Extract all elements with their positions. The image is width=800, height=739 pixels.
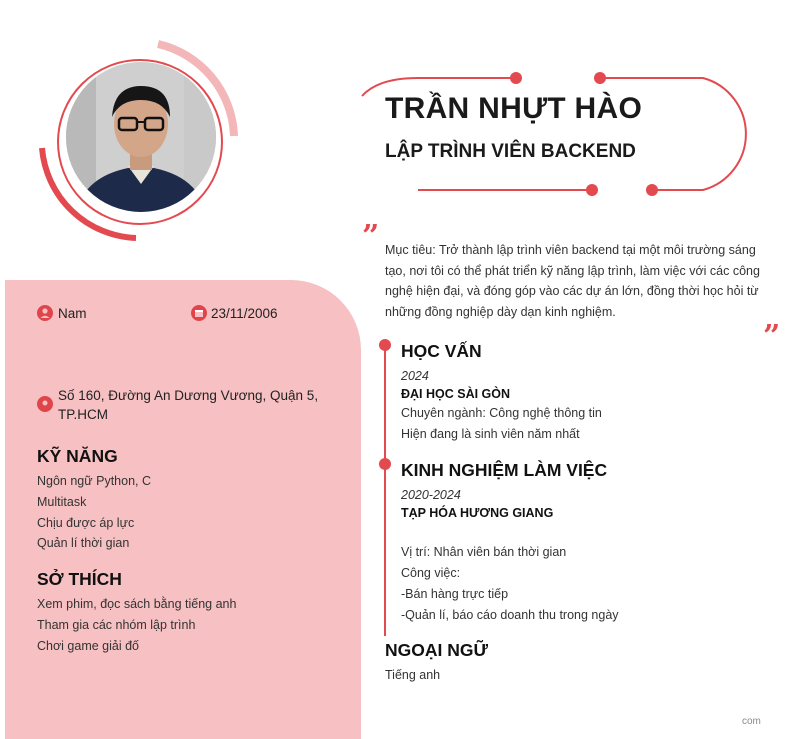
hobby-item: Xem phim, đọc sách bằng tiếng anh bbox=[37, 597, 237, 611]
footer-fragment: com bbox=[742, 716, 761, 727]
education-school: ĐẠI HỌC SÀI GÒN bbox=[401, 387, 511, 401]
experience-period: 2020-2024 bbox=[401, 488, 461, 502]
header-frame bbox=[358, 66, 768, 202]
timeline-line bbox=[384, 342, 386, 636]
timeline-dot bbox=[379, 339, 391, 351]
gender-row bbox=[37, 305, 87, 321]
languages-title: NGOẠI NGỮ bbox=[385, 640, 488, 660]
experience-title: KINH NGHIỆM LÀM VIỆC bbox=[401, 460, 608, 480]
avatar bbox=[66, 62, 216, 212]
birthdate-value: 23/11/2006 bbox=[211, 305, 278, 321]
location-pin-icon bbox=[37, 396, 53, 412]
education-year: 2024 bbox=[401, 369, 429, 383]
full-name: TRẦN NHỰT HÀO bbox=[385, 92, 643, 125]
left-panel bbox=[5, 280, 361, 739]
career-objective: Mục tiêu: Trở thành lập trình viên backend tại một môi trường sáng tạo, nơi tôi có thể phát triển kỹ năng lập trình, làm việc với các công nghệ hiện đại, và đóng góp vào các dự án lớn, đồng thời học hỏi từ những đồng nghiệp dày dạn kinh nghiệm. bbox=[385, 243, 760, 319]
experience-duty: -Quản lí, báo cáo doanh thu trong ngày bbox=[401, 608, 619, 622]
skill-item: Multitask bbox=[37, 495, 87, 509]
skill-item: Ngôn ngữ Python, C bbox=[37, 474, 151, 488]
experience-position: Vị trí: Nhân viên bán thời gian bbox=[401, 545, 567, 559]
hobby-item: Chơi game giải đố bbox=[37, 639, 140, 653]
education-title: HỌC VẤN bbox=[401, 341, 482, 361]
person-icon bbox=[37, 305, 53, 321]
job-title: LẬP TRÌNH VIÊN BACKEND bbox=[385, 141, 636, 162]
experience-duty: -Bán hàng trực tiếp bbox=[401, 587, 509, 601]
education-status: Hiện đang là sinh viên năm nhất bbox=[401, 427, 580, 441]
avatar-block bbox=[38, 40, 242, 244]
avatar-photo bbox=[66, 62, 216, 212]
experience-company: TẠP HÓA HƯƠNG GIANG bbox=[401, 506, 554, 520]
hobbies-title: SỞ THÍCH bbox=[37, 569, 122, 589]
hobby-item: Tham gia các nhóm lập trình bbox=[37, 618, 196, 632]
address-row bbox=[37, 386, 327, 424]
birthdate-row bbox=[191, 305, 278, 321]
address-value: Số 160, Đường An Dương Vương, Quận 5, TP.HCM bbox=[58, 388, 319, 422]
language-item: Tiếng anh bbox=[385, 668, 441, 682]
gender-value: Nam bbox=[58, 305, 87, 321]
skill-item: Quản lí thời gian bbox=[37, 536, 130, 550]
quote-open-icon: ” bbox=[362, 219, 380, 254]
experience-duties-label: Công việc: bbox=[401, 566, 461, 580]
education-major: Chuyên ngành: Công nghệ thông tin bbox=[401, 406, 602, 420]
calendar-icon bbox=[191, 305, 207, 321]
skills-title: KỸ NĂNG bbox=[37, 446, 118, 466]
skill-item: Chịu được áp lực bbox=[37, 516, 135, 530]
timeline-dot bbox=[379, 458, 391, 470]
quote-close-icon: ” bbox=[763, 319, 781, 354]
